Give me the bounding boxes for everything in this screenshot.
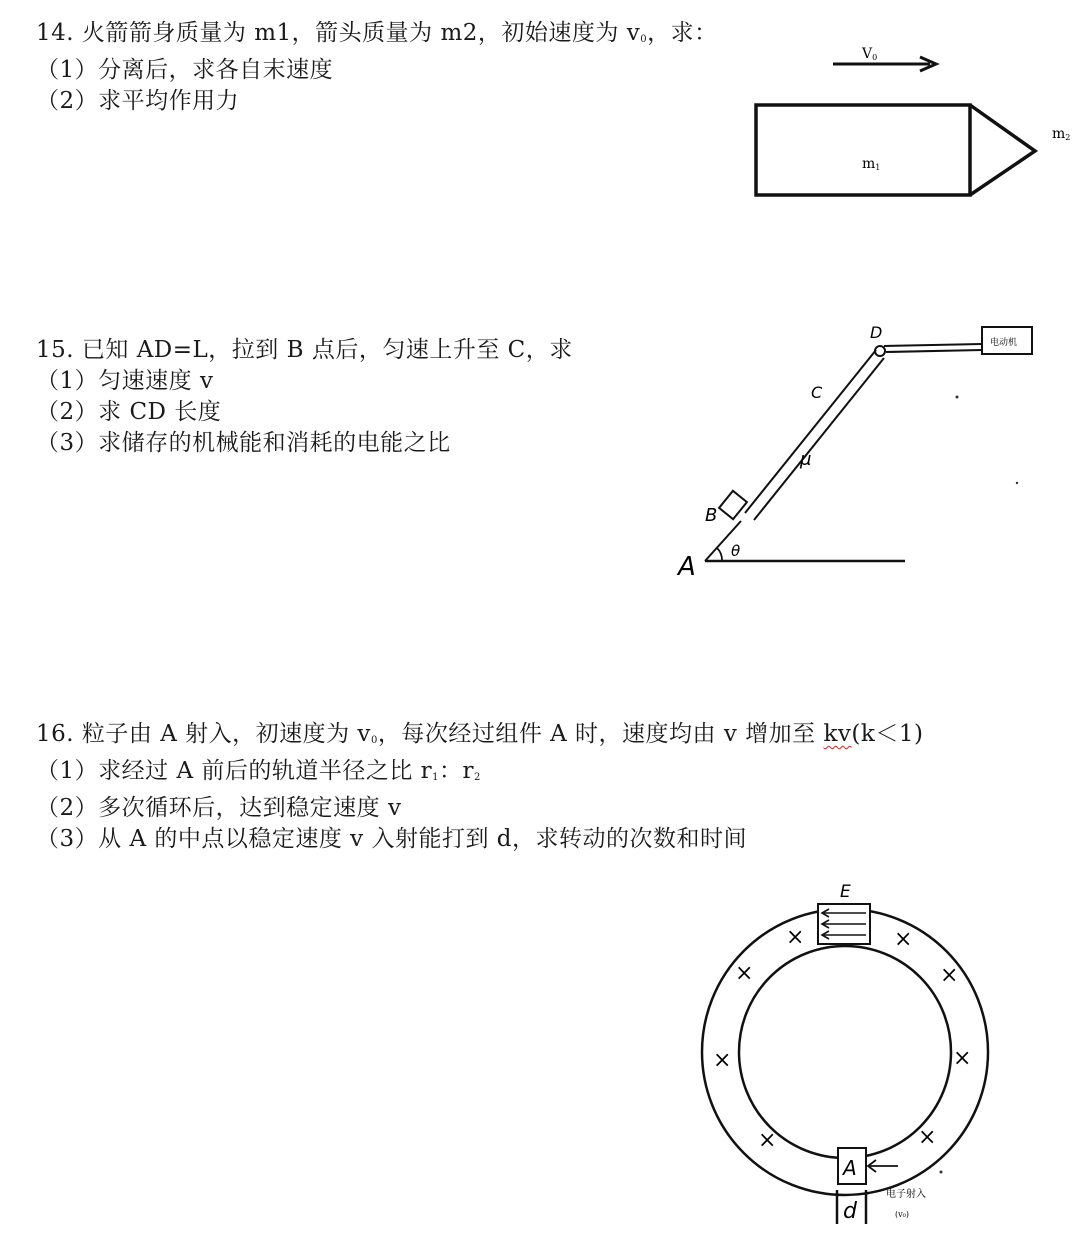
field-cross: ×: [786, 925, 805, 950]
magnetic-field-crosses: [713, 925, 971, 1153]
field-cross: ×: [894, 927, 913, 952]
question-16-part-1: （1）求经过 A 前后的轨道半径之比 $r_1$：$r_2$: [36, 758, 481, 784]
entry-sub-label: (v₀): [895, 1210, 909, 1219]
question-15-part-3: （3）求储存的机械能和消耗的电能之比: [36, 430, 451, 456]
velocity-label: V0: [862, 46, 878, 62]
point-a-label: A: [678, 552, 696, 582]
e-field-label: E: [840, 882, 851, 902]
point-b-label: B: [705, 505, 718, 526]
question-16-part-3: （3）从 A 的中点以稳定速度 v 入射能打到 d，求转动的次数和时间: [36, 826, 748, 852]
head-mass-label: m2: [1052, 126, 1071, 142]
field-cross: ×: [713, 1048, 732, 1073]
question-15-number: 15.: [36, 337, 75, 363]
point-d-label: D: [870, 323, 883, 342]
field-cross: ×: [940, 963, 959, 988]
field-cross: ×: [953, 1046, 972, 1071]
field-cross: ×: [735, 961, 754, 986]
question-15-part-2: （2）求 CD 长度: [36, 399, 222, 425]
question-14-part-1: （1）分离后，求各自末速度: [36, 57, 334, 83]
body-mass-label: m1: [862, 156, 881, 172]
mu-label: μ: [800, 449, 812, 470]
question-15-part-1: （1）匀速速度 v: [36, 368, 214, 394]
point-c-label: C: [811, 383, 823, 402]
question-14-part-2: （2）求平均作用力: [36, 88, 240, 114]
entry-label: 电子射入: [886, 1189, 926, 1200]
d-label: d: [843, 1199, 857, 1224]
motor-label: 电动机: [990, 338, 1018, 348]
question-14-number: 14.: [36, 20, 75, 46]
field-cross: ×: [758, 1128, 777, 1153]
question-16-number: 16.: [36, 721, 75, 747]
question-15-stem: 15. 已知 AD=L，拉到 B 点后，匀速上升至 C，求: [36, 337, 573, 363]
field-cross: ×: [918, 1125, 937, 1150]
stray-dot: [940, 1171, 943, 1174]
e-field-arrows: [822, 909, 866, 939]
component-a-label: A: [843, 1156, 857, 1180]
question-16-stem: 16. 粒子由 A 射入，初速度为 $v_0$，每次经过组件 A 时，速度均由 v 增加至 kv(k＜1): [36, 721, 924, 747]
theta-label: θ: [731, 542, 741, 560]
question-14-stem: 14. 火箭箭身质量为 m1，箭头质量为 m2，初始速度为 $v_0$，求：: [36, 20, 718, 46]
question-16-part-2: （2）多次循环后，达到稳定速度 v: [36, 795, 402, 821]
